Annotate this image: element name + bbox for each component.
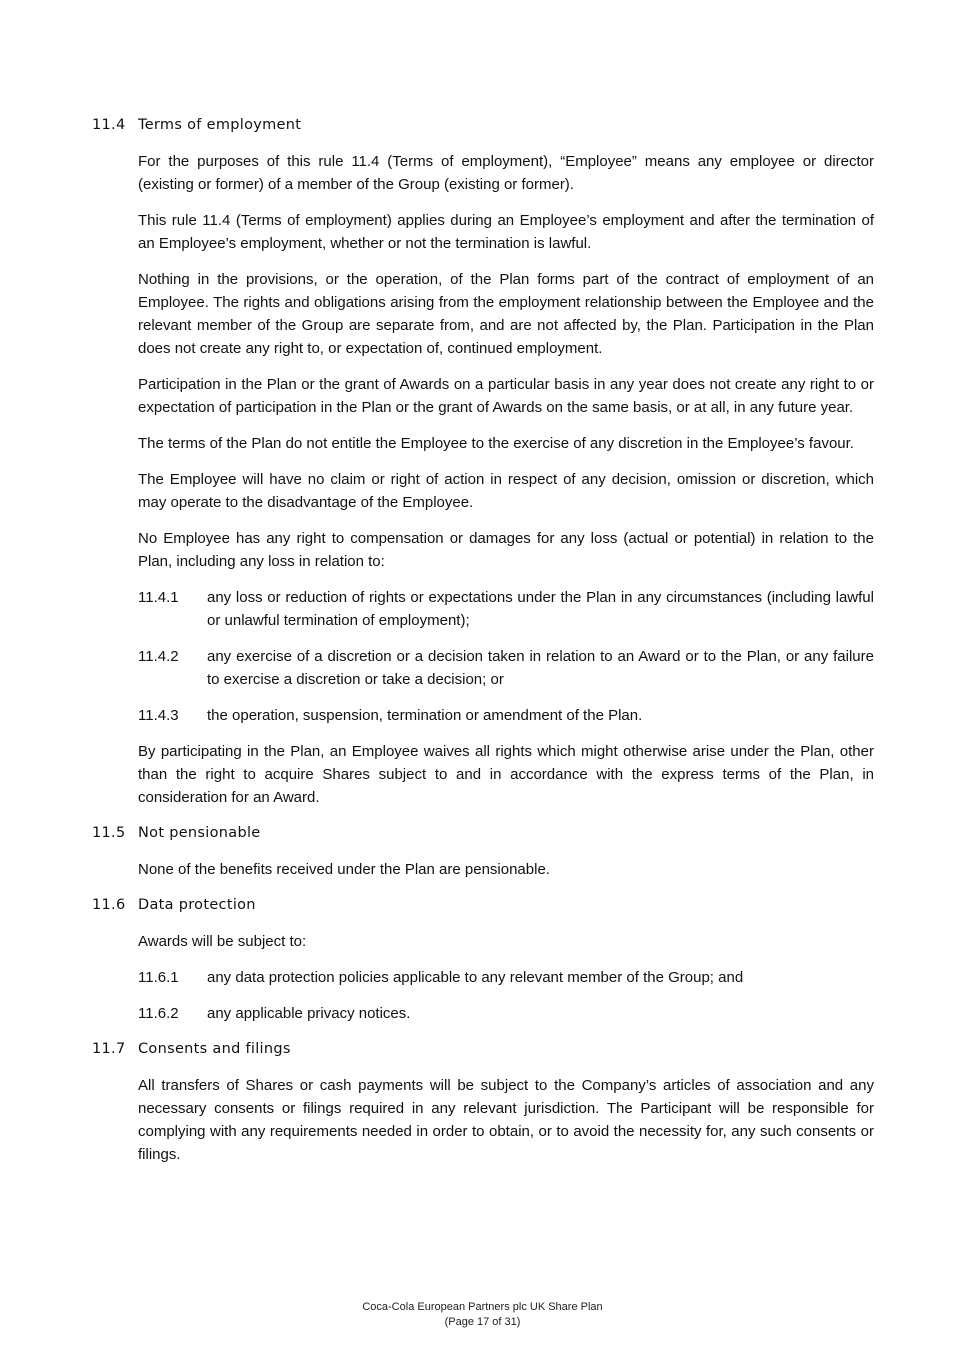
paragraph: The Employee will have no claim or right of action in respect of any decision, omission or discretion, which may operate to the disadvantage of the Employee.: [138, 471, 874, 511]
section-heading-11-4: [92, 114, 874, 136]
sub-clause-text: any data protection policies applicable to any relevant member of the Group; and: [207, 969, 744, 986]
section-number: 11.4: [92, 117, 126, 133]
section-title: Consents and filings: [138, 1041, 291, 1057]
paragraph: Nothing in the provisions, or the operation, of the Plan forms part of the contract of employment of an Employee. The rights and obligations arising from the employment relationship between the Employee and the relevant member of the Group are separate from, and are not affected by, the Plan. Participation in the Plan does not create any right to, or expectation of, continued employment.: [138, 271, 874, 357]
sub-clause-number: 11.4.1: [138, 589, 179, 606]
sub-clause-text: any applicable privacy notices.: [207, 1005, 411, 1022]
sub-clause-number: 11.6.2: [138, 1005, 179, 1022]
sub-clause-11-6-1: [138, 966, 874, 989]
paragraph: For the purposes of this rule 11.4 (Terms of employment), “Employee” means any employee or director (existing or former) of a member of the Group (existing or former).: [138, 153, 874, 193]
paragraph: Participation in the Plan or the grant of Awards on a particular basis in any year does not create any right to or expectation of participation in the Plan or the grant of Awards on the same basis, or at all, in any future year.: [138, 376, 874, 416]
paragraph: None of the benefits received under the Plan are pensionable.: [138, 861, 550, 878]
section-title: Not pensionable: [138, 825, 261, 841]
paragraph: The terms of the Plan do not entitle the Employee to the exercise of any discretion in the Employee’s favour.: [138, 435, 854, 452]
section-heading-11-5: [92, 822, 874, 844]
section-heading-11-7: [92, 1038, 874, 1060]
footer-page-number: (Page 17 of 31): [444, 1316, 521, 1328]
sub-clause-11-4-3: [138, 704, 874, 727]
paragraph: All transfers of Shares or cash payments will be subject to the Company’s articles of association and any necessary consents or filings required in any relevant jurisdiction. The Participant will be responsible for complying with any requirements needed in order to obtain, or to avoid the necessity for, any such consents or filings.: [138, 1077, 874, 1163]
section-heading-11-6: [92, 894, 874, 916]
paragraph: By participating in the Plan, an Employee waives all rights which might otherwise arise under the Plan, other than the right to acquire Shares subject to and in accordance with the express terms of the Plan, in consideration for an Award.: [138, 743, 874, 806]
paragraph: No Employee has any right to compensation or damages for any loss (actual or potential) in relation to the Plan, including any loss in relation to:: [138, 530, 874, 570]
sub-clause-number: 11.4.3: [138, 707, 179, 724]
section-title: Data protection: [138, 897, 256, 913]
sub-clause-11-4-1: [138, 586, 874, 632]
section-number: 11.6: [92, 897, 126, 913]
section-number: 11.5: [92, 825, 126, 841]
sub-clause-text: the operation, suspension, termination or amendment of the Plan.: [207, 707, 643, 724]
document-body: [92, 114, 874, 1179]
sub-clause-text: any loss or reduction of rights or expectations under the Plan in any circumstances (including lawful or unlawful termination of employment);: [207, 589, 874, 629]
sub-clause-11-6-2: [138, 1002, 874, 1025]
footer-plan-name: Coca-Cola European Partners plc UK Share Plan: [362, 1301, 603, 1313]
sub-clause-11-4-2: [138, 645, 874, 691]
sub-clause-number: 11.4.2: [138, 648, 179, 665]
page-footer: [0, 1300, 965, 1330]
section-number: 11.7: [92, 1041, 126, 1057]
sub-clause-text: any exercise of a discretion or a decision taken in relation to an Award or to the Plan, or any failure to exercise a discretion or take a decision; or: [207, 648, 874, 688]
paragraph: Awards will be subject to:: [138, 933, 307, 950]
paragraph: This rule 11.4 (Terms of employment) applies during an Employee’s employment and after the termination of an Employee’s employment, whether or not the termination is lawful.: [138, 212, 874, 252]
sub-clause-number: 11.6.1: [138, 969, 179, 986]
section-title: Terms of employment: [138, 117, 302, 133]
